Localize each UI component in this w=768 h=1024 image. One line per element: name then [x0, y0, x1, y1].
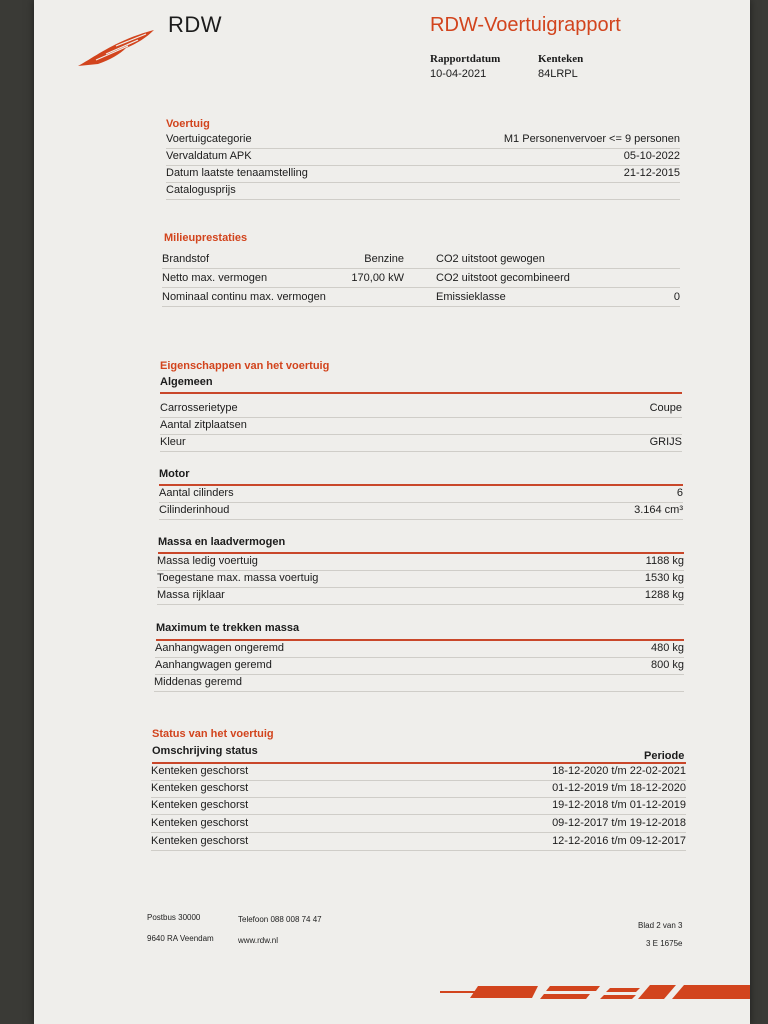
row-value: 6: [676, 487, 683, 499]
row-value: 1288 kg: [644, 589, 684, 601]
section-title-eigenschappen: Eigenschappen van het voertuig: [160, 360, 330, 372]
status-column-periode: Periode: [644, 750, 685, 762]
row-value: 1188 kg: [645, 555, 684, 567]
table-row: [157, 553, 684, 571]
row-label: Middenas geremd: [154, 676, 243, 688]
row-label: Catalogusprijs: [166, 184, 236, 196]
rapportdatum-block: [430, 52, 500, 82]
status-column-omschrijving: Omschrijving status: [152, 745, 258, 757]
row-label: Datum laatste tenaamstelling: [166, 167, 308, 179]
table-row: [151, 797, 686, 815]
row-label-secondary: CO2 uitstoot gecombineerd: [436, 272, 570, 284]
table-row: [160, 417, 682, 435]
subsection-title-trekken: Maximum te trekken massa: [156, 622, 300, 634]
row-label: Kenteken geschorst: [151, 765, 249, 777]
divider-line: [160, 392, 682, 394]
row-label: Aanhangwagen geremd: [155, 659, 272, 671]
table-row: [160, 400, 682, 418]
report-page: [34, 0, 750, 1024]
brand-name: RDW: [168, 12, 223, 37]
table-row: [162, 251, 680, 269]
row-label: Kenteken geschorst: [151, 782, 249, 794]
row-value: 21-12-2015: [623, 167, 680, 179]
row-label: Kenteken geschorst: [151, 799, 249, 811]
subsection-title-massa: Massa en laadvermogen: [158, 536, 286, 548]
row-value: 01-12-2019 t/m 18-12-2020: [552, 782, 686, 794]
row-label: Nominaal continu max. vermogen: [162, 291, 326, 303]
row-value: Benzine: [364, 253, 404, 265]
footer-city: 9640 RA Veendam: [147, 934, 214, 943]
footer-page-number: Blad 2 van 3: [638, 921, 683, 930]
row-value: 170,00 kW: [351, 272, 404, 284]
row-value: 09-12-2017 t/m 19-12-2018: [552, 817, 686, 829]
red-stripes-decoration: [440, 982, 750, 1002]
row-label: Cilinderinhoud: [159, 504, 230, 516]
row-label: Kenteken geschorst: [151, 817, 249, 829]
table-row: [151, 833, 686, 851]
subsection-title-algemeen: Algemeen: [160, 376, 213, 388]
section-title-status: Status van het voertuig: [152, 728, 274, 740]
row-value: Coupe: [649, 402, 682, 414]
table-row: [151, 763, 686, 781]
row-value-secondary: 0: [673, 291, 680, 303]
footer-website[interactable]: www.rdw.nl: [238, 936, 279, 945]
row-value: 18-12-2020 t/m 22-02-2021: [552, 765, 686, 777]
table-row: [160, 434, 682, 452]
table-row: [166, 131, 680, 149]
table-row: [155, 657, 684, 675]
footer-postbus: Postbus 30000: [147, 913, 201, 922]
table-row: [151, 780, 686, 798]
kenteken-value: 84LRPL: [538, 68, 578, 80]
row-value: GRIJS: [649, 436, 682, 448]
row-label-secondary: Emissieklasse: [436, 291, 506, 303]
section-title-voertuig: Voertuig: [166, 118, 210, 130]
row-label: Kleur: [160, 436, 186, 448]
table-row: [159, 502, 683, 520]
row-label: Carrosserietype: [160, 402, 238, 414]
footer-page-info: [638, 920, 682, 949]
table-row: [157, 570, 684, 588]
footer-telefoon: Telefoon 088 008 74 47: [238, 915, 322, 924]
row-value: 19-12-2018 t/m 01-12-2019: [552, 799, 686, 811]
row-value: 1530 kg: [644, 572, 684, 584]
row-value: 3.164 cm³: [634, 504, 683, 516]
row-label: Kenteken geschorst: [151, 835, 249, 847]
table-row: [157, 587, 684, 605]
row-label: Vervaldatum APK: [166, 150, 252, 162]
row-label: Voertuigcategorie: [166, 133, 252, 145]
row-label: Brandstof: [162, 253, 210, 265]
kenteken-label: Kenteken: [538, 53, 584, 65]
table-row: [166, 148, 680, 166]
rdw-wing-logo-icon: [76, 26, 160, 70]
row-value: 480 kg: [650, 642, 684, 654]
table-row: [166, 182, 680, 200]
table-row: [162, 270, 680, 288]
row-value: 12-12-2016 t/m 09-12-2017: [552, 835, 686, 847]
footer-address: [147, 912, 214, 944]
row-label: Aantal cilinders: [159, 487, 234, 499]
row-label: Netto max. vermogen: [162, 272, 268, 284]
kenteken-block: [538, 52, 583, 82]
row-value: 05-10-2022: [623, 150, 680, 162]
row-label: Massa ledig voertuig: [157, 555, 258, 567]
footer-code: 3 E 1675e: [646, 939, 683, 948]
table-row: [159, 485, 683, 503]
row-label-secondary: CO2 uitstoot gewogen: [436, 253, 545, 265]
table-row: [151, 815, 686, 833]
row-label: Aantal zitplaatsen: [160, 419, 247, 431]
row-label: Aanhangwagen ongeremd: [155, 642, 285, 654]
row-value: M1 Personenvervoer <= 9 personen: [503, 133, 680, 145]
table-row: [166, 165, 680, 183]
rapportdatum-value: 10-04-2021: [430, 68, 487, 80]
table-row: [154, 674, 684, 692]
table-row: [155, 640, 684, 658]
row-label: Massa rijklaar: [157, 589, 225, 601]
subsection-title-motor: Motor: [159, 468, 190, 480]
document-title: RDW-Voertuigrapport: [430, 14, 621, 36]
row-value: 800 kg: [650, 659, 684, 671]
footer-contact: [238, 914, 322, 946]
table-row: [162, 289, 680, 307]
row-label: Toegestane max. massa voertuig: [157, 572, 319, 584]
rapportdatum-label: Rapportdatum: [430, 53, 501, 65]
section-title-milieu: Milieuprestaties: [164, 232, 248, 244]
